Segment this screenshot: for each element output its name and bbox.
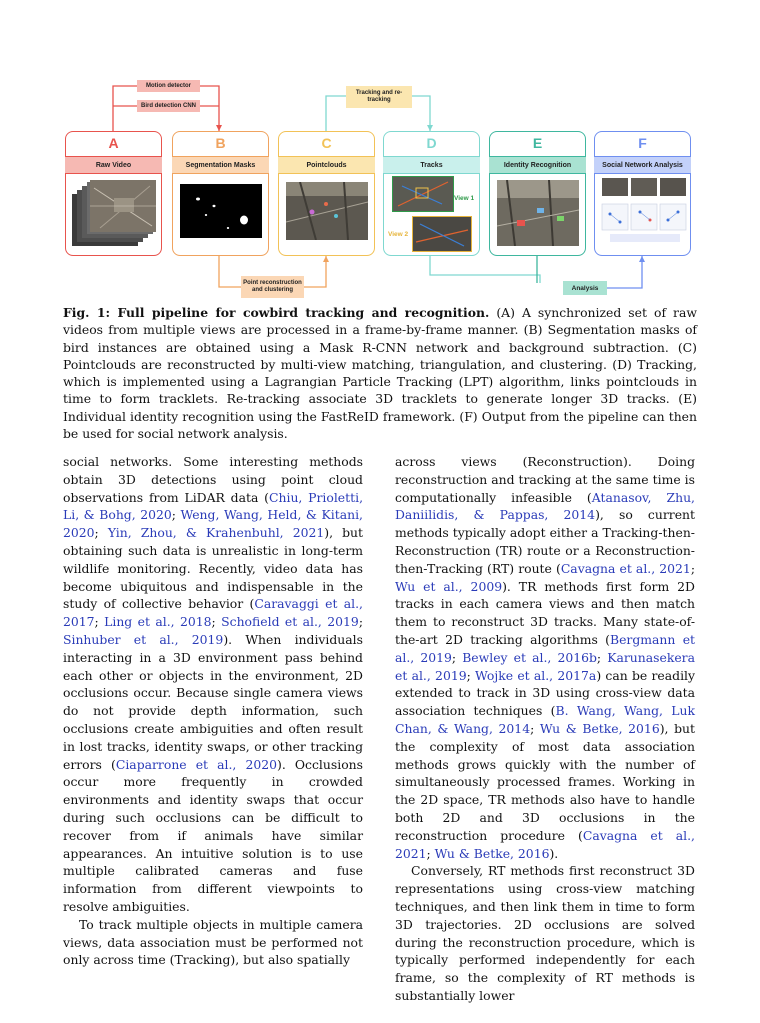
text-span: ; [530, 720, 540, 736]
citation-link[interactable]: Karunasekera et al., 2019 [395, 649, 695, 683]
text-span: ). TR methods first form 2D tracks in each camera views and then match them to reconstruct 3D tracks. Many state-of-the-art 2D tracking algorithms ( [395, 578, 695, 647]
panel-c [278, 131, 375, 256]
text-span: ; [451, 649, 463, 665]
citation-link[interactable]: B. Wang, Wang, Luk Chan, & Wang, 2014 [395, 703, 695, 736]
citation-link[interactable]: Ling et al., 2018 [104, 614, 212, 630]
panel-b [172, 131, 269, 256]
citation-link[interactable]: Cavagna et al., 2021 [395, 827, 695, 861]
panel-a-strip [65, 156, 162, 174]
citation-link[interactable]: Yin, Zhou, & Krahenbuhl, 2021 [107, 525, 325, 541]
citation-link[interactable]: Bewley et al., 2016b [462, 649, 597, 665]
panel-a-letter: A [108, 135, 119, 151]
left-column [63, 453, 363, 969]
right-column [395, 453, 695, 1005]
panel-e-label: Identity Recognition [503, 161, 572, 169]
motion-detector-label: Motion detector [146, 82, 191, 89]
text-span: ; [211, 614, 222, 630]
identity-recognition-image [497, 180, 579, 246]
tracking-retracking-label: Tracking and re-tracking [355, 90, 403, 103]
panel-c-letter: C [321, 135, 332, 151]
panel-a [65, 131, 162, 256]
panel-e [489, 131, 586, 256]
text-span: ). Occlusions occur more frequently in crowded environments and identity swaps that occur during such occlusions can be difficult to recover from if animals have similar appearances. An intuitive solution is to use multiple calibrated cameras and fuse information from different viewpoints to resolve ambiguities. [63, 756, 363, 914]
citation-link[interactable]: Ciaparrone et al., 2020 [115, 756, 278, 772]
left-paragraph-1 [63, 453, 363, 916]
citation-link[interactable]: Wu et al., 2009 [395, 578, 503, 594]
pointcloud-image [286, 182, 368, 240]
panel-f-letter: F [638, 135, 647, 151]
text-span: ; [171, 507, 181, 523]
point-reconstruction-box [241, 276, 304, 298]
citation-link[interactable]: Wojke et al., 2017a [475, 667, 597, 683]
connector-analysis-f [607, 256, 642, 288]
panel-b-strip [172, 156, 269, 174]
panel-d-label: Tracks [420, 161, 443, 169]
text-span: ; [94, 525, 108, 541]
citation-link[interactable]: Schofield et al., 2019 [221, 614, 359, 630]
text-span: ; [596, 649, 608, 665]
text-span: social networks. Some interesting methods obtain 3D detections using point cloud observations from LiDAR data ( [63, 454, 363, 505]
panel-d-letter: D [426, 135, 437, 151]
caption-lead: Fig. 1: Full pipeline for cowbird tracking and recognition. [63, 305, 490, 320]
left-paragraph-2: To track multiple objects in multiple camera views, data association must be performed not only across time (Tracking), but also spatially [63, 916, 363, 968]
point-reconstruction-label: Point reconstruction and clustering [243, 280, 302, 293]
text-span: ), so current methods typically adopt either a Tracking-then-Reconstruction (TR) route or a Reconstruction-then-Tracking (RT) route ( [395, 507, 695, 576]
tracking-retracking-box [346, 86, 412, 108]
track-view-2-image [412, 216, 472, 252]
pipeline-figure [0, 0, 760, 305]
view-2-label: View 2 [388, 231, 409, 238]
panel-b-label: Segmentation Masks [185, 161, 256, 169]
view-1-label: View 1 [454, 195, 475, 202]
panel-c-strip [278, 156, 375, 174]
social-network-analysis-image [600, 176, 688, 250]
citation-link[interactable]: Chiu, Prioletti, Li, & Bohg, 2020 [63, 489, 364, 523]
panel-e-strip [489, 156, 586, 174]
text-span: ) can be readily extended to track in 3D using cross-view data association techniques ( [395, 667, 695, 719]
text-span: ), but obtaining such data is unrealistic in long-term wildlife monitoring. Recently, video data has become ubiquitous and indispensable in the study of collective behavior ( [63, 525, 363, 612]
panel-c-label: Pointclouds [306, 161, 347, 169]
panel-d-strip [383, 156, 480, 174]
text-span: ; [426, 845, 435, 861]
text-span: ; [466, 667, 476, 683]
connector-reconstruction-c [304, 256, 326, 287]
citation-link[interactable]: Wu & Betke, 2016 [434, 845, 550, 861]
panel-f-label: Social Network Analysis [602, 161, 683, 169]
bird-detection-label: Bird detection CNN [140, 102, 196, 109]
citation-link[interactable]: Weng, Wang, Held, & Kitani, 2020 [63, 507, 363, 541]
connector-a-detectors [113, 86, 137, 131]
panel-d [383, 131, 480, 256]
raw-video-stack-image [70, 178, 158, 252]
panel-a-label: Raw Video [95, 161, 132, 169]
right-paragraph-2: Conversely, RT methods first reconstruct 3D representations using cross-view matching techniques, and then link them in time to form 3D trajectories. 2D occlusions are solved during the reconstruction procedure, which is typically performed independently for each frame, so the complexity of RT methods is substantially lower [395, 863, 695, 1003]
text-span: ; [358, 614, 363, 630]
text-span: ), but the complexity of most data association methods grows quickly with the number of simultaneously processed frames. Working in the 2D space, TR methods also have to handle both 2D and 3D occlusions in the reconstruction procedure ( [395, 720, 695, 843]
citation-link[interactable]: Sinhuber et al., 2019 [63, 631, 224, 647]
citation-link[interactable]: Wu & Betke, 2016 [539, 720, 660, 736]
connector-tracking-d [412, 96, 430, 131]
analysis-label: Analysis [571, 284, 599, 292]
text-span: ; [94, 614, 105, 630]
panel-b-letter: B [215, 135, 226, 151]
text-span: ; [690, 560, 695, 576]
citation-link[interactable]: Caravaggi et al., 2017 [63, 596, 364, 630]
panel-e-letter: E [532, 135, 543, 151]
citation-link[interactable]: Bergmann et al., 2019 [395, 631, 695, 665]
text-span: across views (Reconstruction). Doing reconstruction and tracking at the same time is computationally infeasible ( [395, 454, 695, 505]
connector-b-reconstruction [219, 256, 241, 287]
citation-link[interactable]: Cavagna et al., 2021 [560, 560, 691, 576]
connector-detectors-b [200, 86, 219, 131]
text-span: ). [549, 845, 559, 861]
panel-f [594, 131, 691, 256]
connector-c-tracking [326, 96, 346, 131]
track-view-1-image [392, 176, 454, 212]
motion-detector-box [137, 80, 200, 92]
text-span: ). When individuals interacting in a 3D environment pass behind each other or objects in the environment, 2D occlusions occur. Because single camera views do not provide depth information, such occlusions create ambiguities and often result in lost tracks, identity swaps, or other tracking errors ( [63, 631, 363, 772]
connector-d-analysis [430, 256, 540, 283]
citation-link[interactable]: Atanasov, Zhu, Daniilidis, & Pappas, 2014 [395, 489, 695, 523]
bird-detection-box [137, 100, 200, 112]
panel-f-strip [594, 156, 691, 174]
caption-text: (A) A synchronized set of raw videos from multiple views are processed in a frame-by-frame manner. (B) Segmentation masks of bird instances are obtained using a Mask R-CNN network and background subtraction. (C) Pointclouds are reconstructed by multi-view matching, triangulation, and clustering. (D) Tracking, which is implemented using a Lagrangian Particle Tracking (LPT) algorithm, links pointclouds in time to form tracklets. Re-tracking associate 3D tracklets to generate longer 3D tracks. (E) Individual identity recognition using the FastReID framework. (F) Output from the pipeline can then be used for social network analysis. [63, 305, 697, 442]
right-paragraph-1 [395, 453, 695, 862]
figure-caption [63, 304, 697, 442]
segmentation-mask-image [180, 184, 262, 238]
analysis-box [563, 281, 607, 295]
